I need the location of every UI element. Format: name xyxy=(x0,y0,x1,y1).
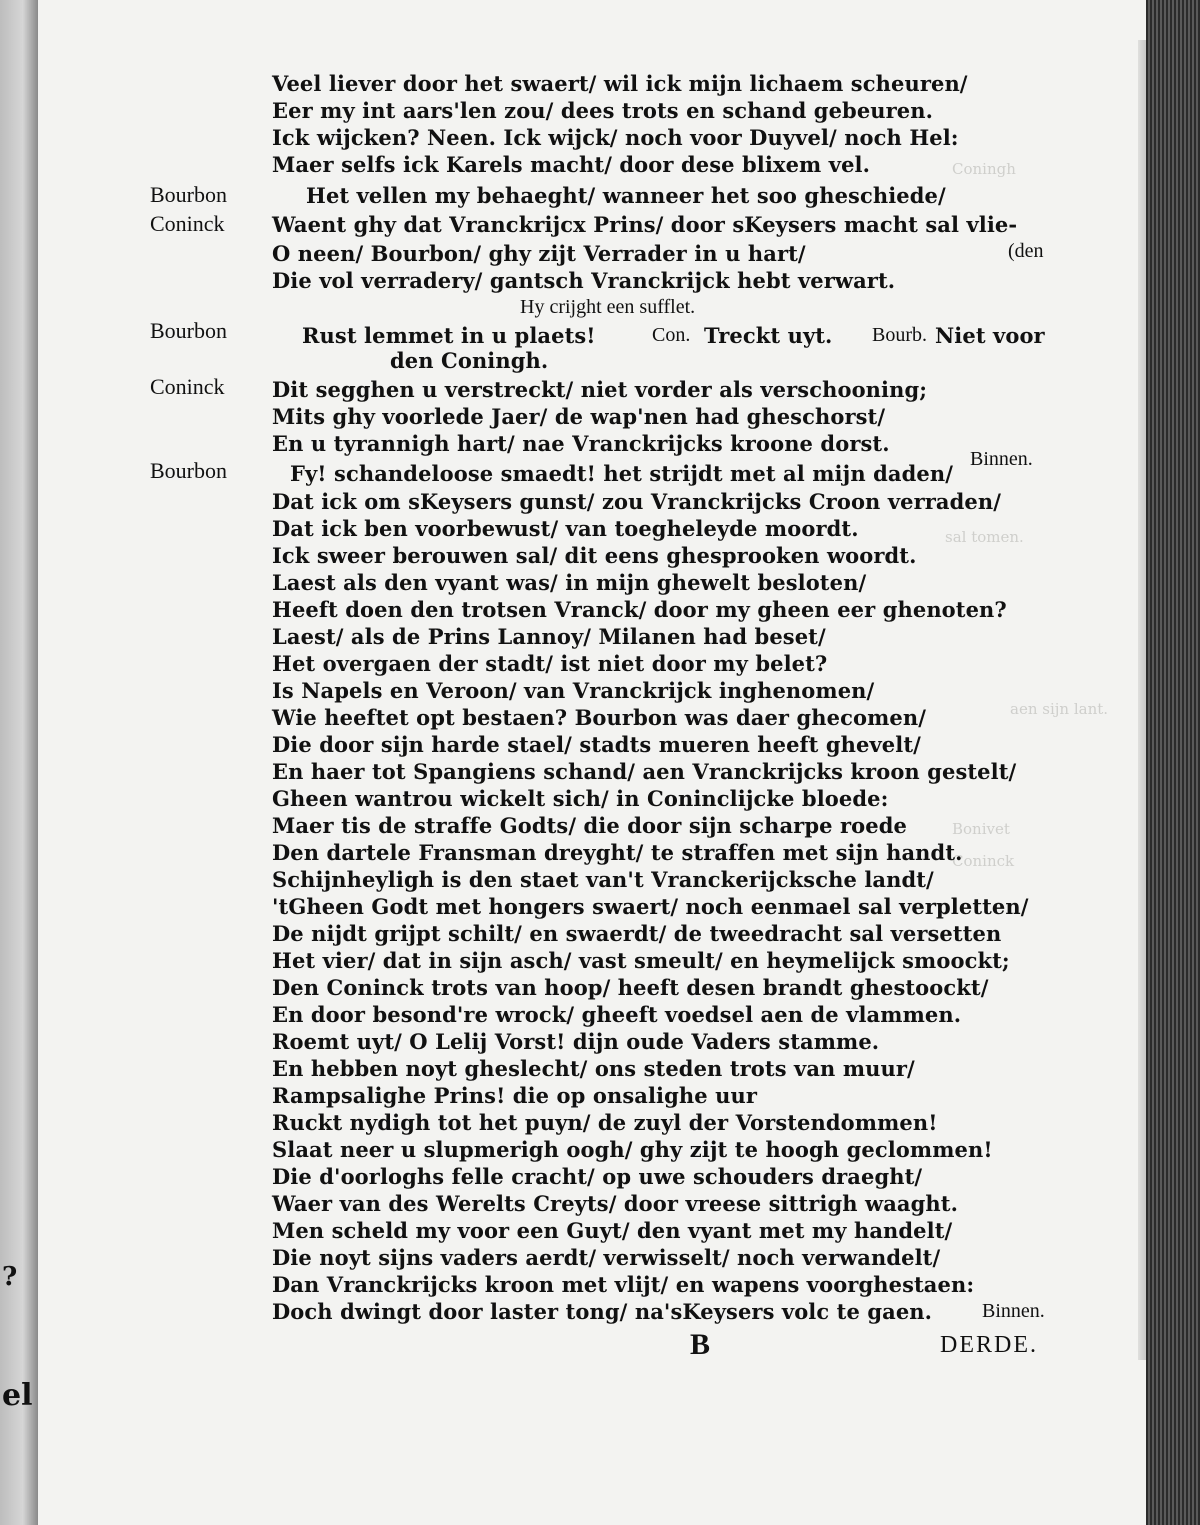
book-spine xyxy=(0,0,38,1525)
verse-line: Dat ick ben voorbewust/ van toegheleyde moordt. xyxy=(272,516,859,541)
verse-line: Heeft doen den trotsen Vranck/ door my gheen eer ghenoten? xyxy=(272,597,1007,622)
verse-line: Den dartele Fransman dreyght/ te straffen met sijn handt. xyxy=(272,840,963,865)
speaker-bourbon: Bourbon xyxy=(150,182,227,207)
verse-line: En u tyrannigh hart/ nae Vranckrijcks kroone dorst. xyxy=(272,431,890,456)
verse-line: Die door sijn harde stael/ stadts mueren heeft ghevelt/ xyxy=(272,732,921,757)
verse-line: Die vol verradery/ gantsch Vranckrijck hebt verwart. xyxy=(272,268,896,293)
verse-line: 'tGheen Godt met hongers swaert/ noch eenmael sal verpletten/ xyxy=(272,894,1029,919)
verse-line: Treckt uyt. xyxy=(704,323,833,348)
speaker-coninck: Coninck xyxy=(150,211,225,236)
speaker-bourbon: Bourbon xyxy=(150,318,227,343)
verse-line: Waer van des Werelts Creyts/ door vreese sittrigh waaght. xyxy=(272,1191,958,1216)
verse-line: Ick sweer berouwen sal/ dit eens ghesprooken woordt. xyxy=(272,543,917,568)
show-through-text: aen sijn lant. xyxy=(1010,700,1109,718)
verse-line: En hebben noyt gheslecht/ ons steden trots van muur/ xyxy=(272,1056,915,1081)
speaker-coninck: Coninck xyxy=(150,374,225,399)
verse-line: Roemt uyt/ O Lelij Vorst! dijn oude Vaders stamme. xyxy=(272,1029,880,1054)
show-through-text: Coninck xyxy=(952,852,1015,870)
verse-line: den Coningh. xyxy=(390,348,549,373)
show-through-text: Bonivet xyxy=(952,820,1010,838)
verse-line: Laest als den vyant was/ in mijn ghewelt besloten/ xyxy=(272,570,867,595)
verse-line: Rampsalighe Prins! die op onsalighe uur xyxy=(272,1083,758,1108)
verse-line: Ick wijcken? Neen. Ick wijck/ noch voor Duyvel/ noch Hel: xyxy=(272,125,959,150)
line-continuation: (den xyxy=(1008,240,1044,262)
speaker-bourbon: Bourbon xyxy=(150,458,227,483)
verse-line: Slaat neer u slupmerigh oogh/ ghy zijt te hoogh geclommen! xyxy=(272,1137,993,1162)
catchword: DERDE. xyxy=(940,1332,1038,1358)
verse-line: Is Napels en Veroon/ van Vranckrijck inghenomen/ xyxy=(272,678,875,703)
show-through-text: Coningh xyxy=(952,160,1016,178)
verse-line: Het overgaen der stadt/ ist niet door my belet? xyxy=(272,651,828,676)
verse-line: Waent ghy dat Vranckrijcx Prins/ door sKeysers macht sal vlie- xyxy=(272,212,1018,237)
verse-line: En haer tot Spangiens schand/ aen Vranckrijcks kroon gestelt/ xyxy=(272,759,1017,784)
verse-line: Die d'oorloghs felle cracht/ op uwe schouders draeght/ xyxy=(272,1164,923,1189)
verse-line: Eer my int aars'len zou/ dees trots en schand gebeuren. xyxy=(272,98,934,123)
speaker-abbrev-con: Con. xyxy=(652,324,691,346)
stage-direction: Binnen. xyxy=(970,448,1033,470)
speaker-abbrev-bourb: Bourb. xyxy=(872,324,927,346)
margin-mark-top: ? xyxy=(2,1262,18,1292)
verse-line: Maer tis de straffe Godts/ die door sijn scharpe roede xyxy=(272,813,907,838)
verse-line: O neen/ Bourbon/ ghy zijt Verrader in u hart/ xyxy=(272,241,806,266)
verse-line: Ruckt nydigh tot het puyn/ de zuyl der Vorstendommen! xyxy=(272,1110,938,1135)
verse-line: Laest/ als de Prins Lannoy/ Milanen had beset/ xyxy=(272,624,826,649)
verse-line: Mits ghy voorlede Jaer/ de wap'nen had gheschorst/ xyxy=(272,404,886,429)
signature-mark: B xyxy=(690,1328,711,1361)
verse-line: Veel liever door het swaert/ wil ick mijn lichaem scheuren/ xyxy=(272,71,968,96)
verse-line: Dan Vranckrijcks kroon met vlijt/ en wapens voorghestaen: xyxy=(272,1272,975,1297)
verse-line: Maer selfs ick Karels macht/ door dese blixem vel. xyxy=(272,152,871,177)
verse-line: Die noyt sijns vaders aerdt/ verwisselt/ noch verwandelt/ xyxy=(272,1245,941,1270)
verse-line: Fy! schandeloose smaedt! het strijdt met al mijn daden/ xyxy=(290,461,953,486)
verse-line: Dit segghen u verstreckt/ niet vorder als verschooning; xyxy=(272,377,928,402)
verse-line: Gheen wantrou wickelt sich/ in Coninclijcke bloede: xyxy=(272,786,889,811)
verse-line: En door besond're wrock/ gheeft voedsel aen de vlammen. xyxy=(272,1002,962,1027)
verse-line: Doch dwingt door laster tong/ na'sKeysers volc te gaen. xyxy=(272,1299,933,1324)
verse-line: Het vier/ dat in sijn asch/ vast smeult/ en heymelijck smoockt; xyxy=(272,948,1010,973)
verse-line: Den Coninck trots van hoop/ heeft desen brandt ghestoockt/ xyxy=(272,975,989,1000)
stage-direction: Binnen. xyxy=(982,1300,1045,1322)
stage-direction: Hy crijght een sufflet. xyxy=(520,296,696,318)
show-through-text: sal tomen. xyxy=(945,528,1024,546)
verse-line: Rust lemmet in u plaets! xyxy=(302,323,596,348)
cover-edge xyxy=(1146,0,1200,1525)
verse-line: Wie heeftet opt bestaen? Bourbon was daer ghecomen/ xyxy=(272,705,927,730)
verse-line: Niet voor xyxy=(935,323,1045,348)
verse-line: Schijnheyligh is den staet van't Vranckerijcksche landt/ xyxy=(272,867,934,892)
verse-line: Men scheld my voor een Guyt/ den vyant met my handelt/ xyxy=(272,1218,953,1243)
verse-line: Het vellen my behaeght/ wanneer het soo gheschiede/ xyxy=(306,183,946,208)
verse-line: Dat ick om sKeysers gunst/ zou Vranckrijcks Croon verraden/ xyxy=(272,489,1002,514)
verse-line: De nijdt grijpt schilt/ en swaerdt/ de tweedracht sal versetten xyxy=(272,921,1002,946)
margin-mark-bottom: el xyxy=(2,1378,33,1413)
